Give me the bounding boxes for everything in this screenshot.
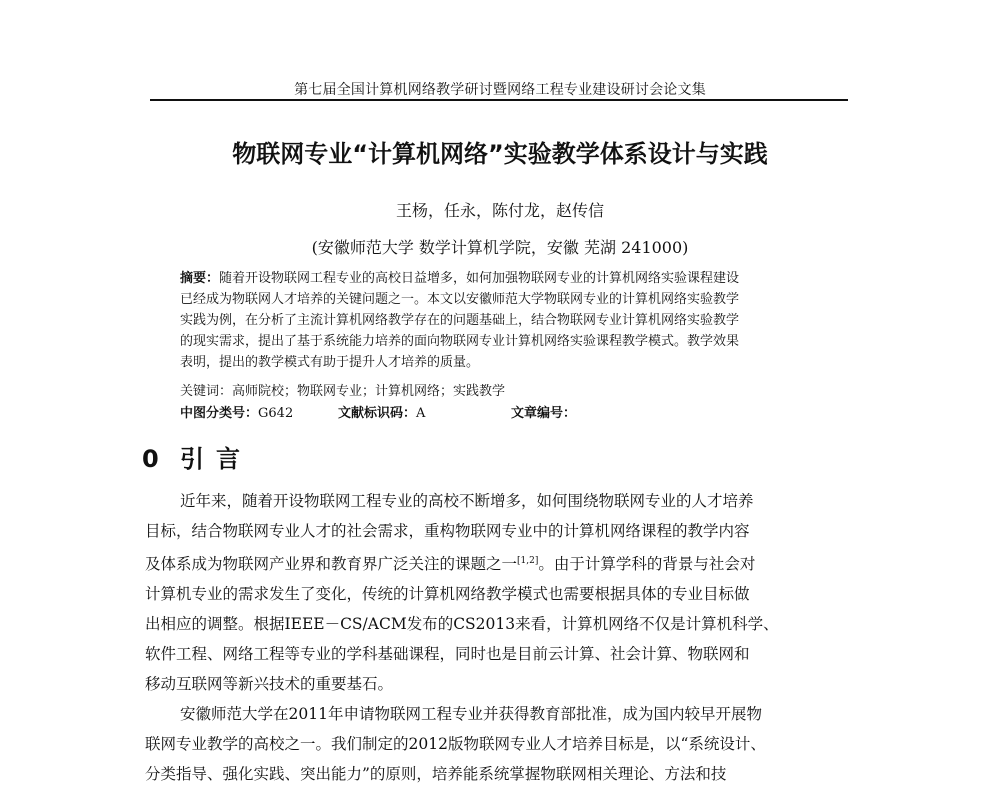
paper-authors: 王杨，任永，陈付龙，赵传信 (395, 201, 604, 220)
body-line: 目标，结合物联网专业人才的社会需求，重构物联网专业中的计算机网络课程的教学内容 (145, 522, 750, 540)
abstract-label: 摘要： (180, 271, 220, 286)
body-line-text: 。由于计算学科的背景与社会对 (538, 555, 756, 574)
body-line: 联网专业教学的高校之一。我们制定的2012版物联网专业人才培养目标是，以“系统设计、 (145, 735, 766, 754)
section-heading (142, 439, 252, 474)
running-head: 第七届全国计算机网络教学研讨暨网络工程专业建设研讨会论文集 (294, 82, 706, 98)
abstract-line (180, 268, 840, 289)
clc-label: 中图分类号： (180, 406, 259, 421)
body-text (145, 486, 845, 789)
section-number: 0 (142, 445, 159, 473)
abstract-line: 已经成为物联网人才培养的关键问题之一。本文以安徽师范大学物联网专业的计算机网络实验教学 (180, 292, 740, 307)
body-line: 计算机专业的需求发生了变化，传统的计算机网络教学模式也需要根据具体的专业目标做 (145, 585, 750, 604)
body-line: 近年来，随着开设物联网工程专业的高校不断增多，如何围绕物联网专业的人才培养 (180, 492, 754, 510)
doc-id-value: A (416, 406, 426, 421)
body-line-text: 及体系成为物联网产业界和教育界广泛关注的课题之一 (145, 555, 518, 574)
body-line: 出相应的调整。根据IEEE－CS/ACM发布的CS2013来看，计算机网络不仅是计算机科学、 (145, 615, 779, 634)
clc-value: G642 (258, 406, 294, 421)
classification-line (180, 402, 576, 421)
paper-affiliation: (安徽师范大学 数学计算机学院，安徽 芜湖 241000) (311, 238, 689, 257)
doc-id-label: 文献标识码： (338, 406, 417, 421)
body-line: 安徽师范大学在2011年申请物联网工程专业并获得教育部批准，成为国内较早开展物 (180, 705, 762, 724)
abstract-line: 的现实需求，提出了基于系统能力培养的面向物联网专业计算机网络实验课程教学模式。教学效果 (180, 334, 740, 349)
abstract-line: 实践为例，在分析了主流计算机网络教学存在的问题基础上，结合物联网专业计算机网络实验教学 (180, 313, 740, 328)
body-line: 分类指导、强化实践、突出能力”的原则，培养能系统掌握物联网相关理论、方法和技 (145, 765, 727, 784)
body-line: 软件工程、网络工程等专业的学科基础课程，同时也是目前云计算、社会计算、物联网和 (145, 645, 750, 664)
paper-title: 物联网专业“计算机网络”实验教学体系设计与实践 (232, 140, 768, 168)
abstract-text: 随着开设物联网工程专业的高校日益增多，如何加强物联网专业的计算机网络实验课程建设 (219, 271, 740, 286)
citation: [1,2] (517, 556, 539, 566)
abstract (180, 268, 840, 373)
body-line (145, 546, 845, 579)
section-title: 引言 (180, 445, 252, 473)
body-line: 移动互联网等新兴技术的重要基石。 (145, 675, 394, 694)
article-number-label: 文章编号： (511, 406, 577, 421)
abstract-line: 表明，提出的教学模式有助于提升人才培养的质量。 (180, 355, 480, 370)
header-rule (150, 99, 848, 101)
keywords: 关键词：高师院校；物联网专业；计算机网络；实践教学 (180, 384, 506, 399)
